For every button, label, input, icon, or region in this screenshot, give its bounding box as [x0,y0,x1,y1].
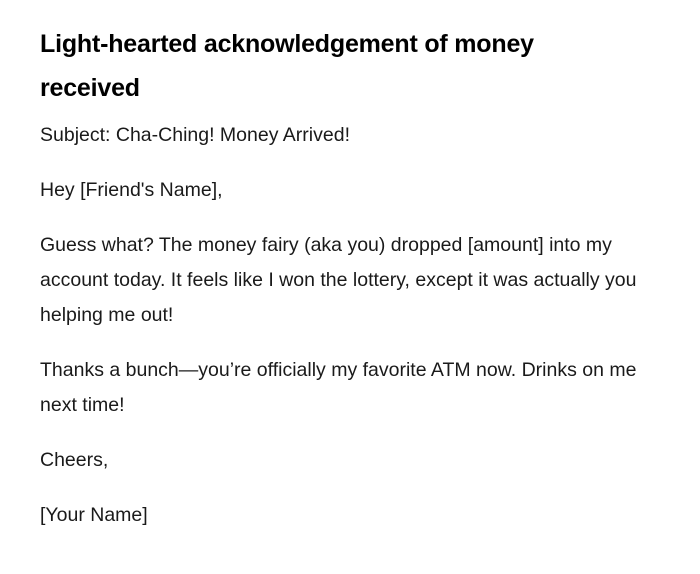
body-paragraph-2: Thanks a bunch—you’re officially my favorite ATM now. Drinks on me next time! [40,359,637,416]
body-paragraph-1: Guess what? The money fairy (aka you) dropped [amount] into my account today. It feels like I won the lottery, except it was actually you helping me out! [40,234,637,326]
signature: [Your Name] [40,504,148,526]
document-title: Light-hearted acknowledgement of money received [40,30,534,102]
closing: Cheers, [40,449,109,471]
subject-line: Subject: Cha-Ching! Money Arrived! [40,124,350,146]
greeting: Hey [Friend's Name], [40,179,223,201]
